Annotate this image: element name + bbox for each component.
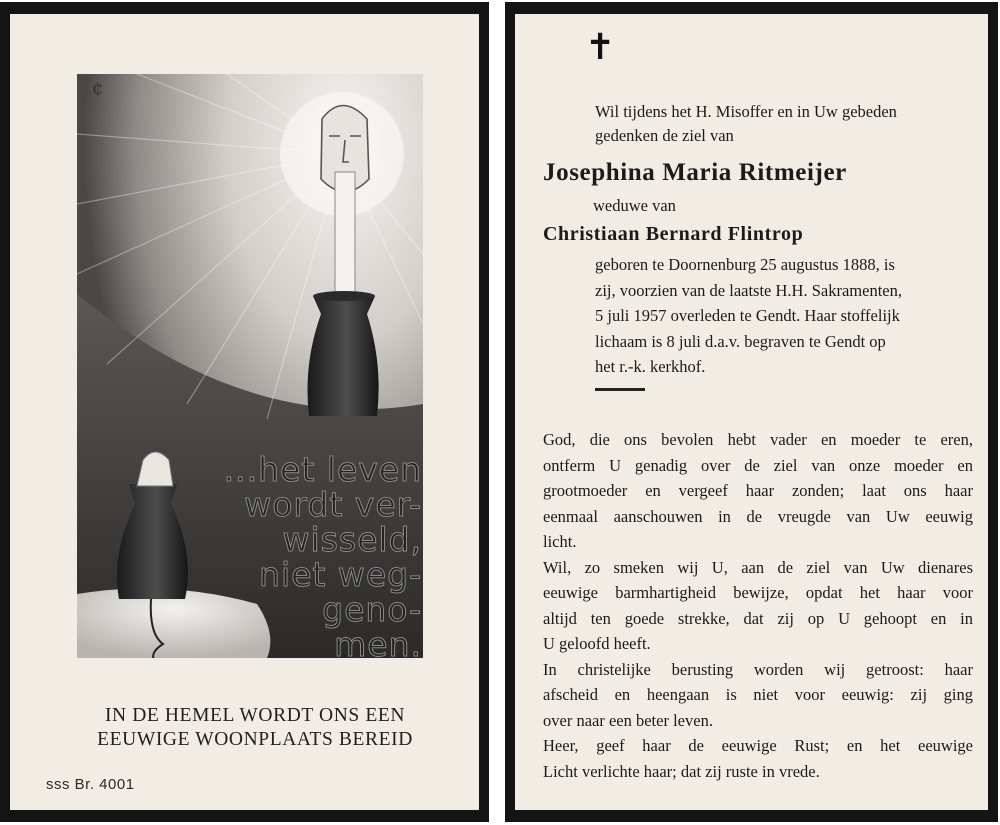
caption-line: IN DE HEMEL WORDT ONS EEN xyxy=(104,705,406,726)
intro-line: gedenken de ziel van xyxy=(595,126,734,145)
prayer-line: altijd ten goede strekke, dat zij op U gehoopt en in xyxy=(543,608,973,628)
biography xyxy=(595,252,969,380)
prayer-line: licht. xyxy=(543,532,577,551)
bio-line: het r.-k. kerkhof. xyxy=(595,357,706,376)
artist-monogram: ¢ xyxy=(92,78,104,99)
prayer-line: afscheid en heengaan is niet voor eeuwig: zij ging xyxy=(543,685,973,704)
bio-line: geboren te Doornenburg 25 augustus 1888, is xyxy=(595,255,895,274)
widow-of-label: weduwe van xyxy=(593,196,676,215)
prayer-line: Licht verlichte haar; dat zij ruste in vrede. xyxy=(543,761,820,781)
verse-line: wordt ver- xyxy=(244,485,422,524)
bio-line: zij, voorzien van de laatste H.H. Sakramenten, xyxy=(595,280,902,300)
prayer-paragraph xyxy=(543,733,973,784)
verse-line: niet weg- xyxy=(259,555,422,594)
memorial-card-back xyxy=(505,2,998,822)
verse-line: ...het leven xyxy=(223,450,422,489)
spouse-name: Christiaan Bernard Flintrop xyxy=(543,223,804,245)
prayer-paragraph xyxy=(543,427,973,555)
verse-text xyxy=(217,452,422,662)
prayer-line: grootmoeder en vergeef haar zonden; laat ons haar xyxy=(543,481,973,500)
prayer-paragraph xyxy=(543,555,973,657)
prayer-line: In christelijke berusting worden wij getroost: haar xyxy=(543,659,973,679)
memorial-card-front xyxy=(0,2,489,822)
verse-line: wisseld, xyxy=(282,520,422,559)
verse-line: geno- xyxy=(322,590,422,629)
deceased-name: Josephina Maria Ritmeijer xyxy=(543,159,847,186)
prayer-line: eeuwige barmhartigheid bewijze, opdat het haar voor xyxy=(543,583,973,602)
prayer-line: ontferm U genadig over de ziel van onze moeder en xyxy=(543,455,973,475)
card-back-paper xyxy=(515,14,988,810)
prayer-line: U geloofd heeft. xyxy=(543,634,651,653)
divider xyxy=(595,388,645,391)
bio-line: lichaam is 8 juli d.a.v. begraven te Gendt op xyxy=(595,331,886,351)
upper-candle xyxy=(335,172,355,302)
caption-line: EEUWIGE WOONPLAATS BEREID xyxy=(97,729,413,750)
card-front-paper xyxy=(10,14,479,810)
prayer-paragraph xyxy=(543,657,973,734)
prayer-line: God, die ons bevolen hebt vader en moeder te eren, xyxy=(543,430,973,449)
prayer-line: eenmaal aanschouwen in de vreugde van Uw eeuwig xyxy=(543,506,973,526)
bio-line: 5 juli 1957 overleden te Gendt. Haar stoffelijk xyxy=(595,306,900,325)
prayer-line: Wil, zo smeken wij U, aan de ziel van Uw dienares xyxy=(543,557,973,577)
intro-text xyxy=(595,100,897,148)
cross-icon: ✝ xyxy=(585,27,616,68)
verse-line: men. xyxy=(334,625,422,664)
printer-code: sss Br. 4001 xyxy=(46,776,135,793)
prayer-line: over naar een beter leven. xyxy=(543,710,713,730)
prayer-line: Heer, geef haar de eeuwige Rust; en het eeuwige xyxy=(543,736,973,755)
caption xyxy=(75,704,435,752)
prayer-text xyxy=(543,427,973,784)
intro-line: Wil tijdens het H. Misoffer en in Uw gebeden xyxy=(595,102,897,121)
